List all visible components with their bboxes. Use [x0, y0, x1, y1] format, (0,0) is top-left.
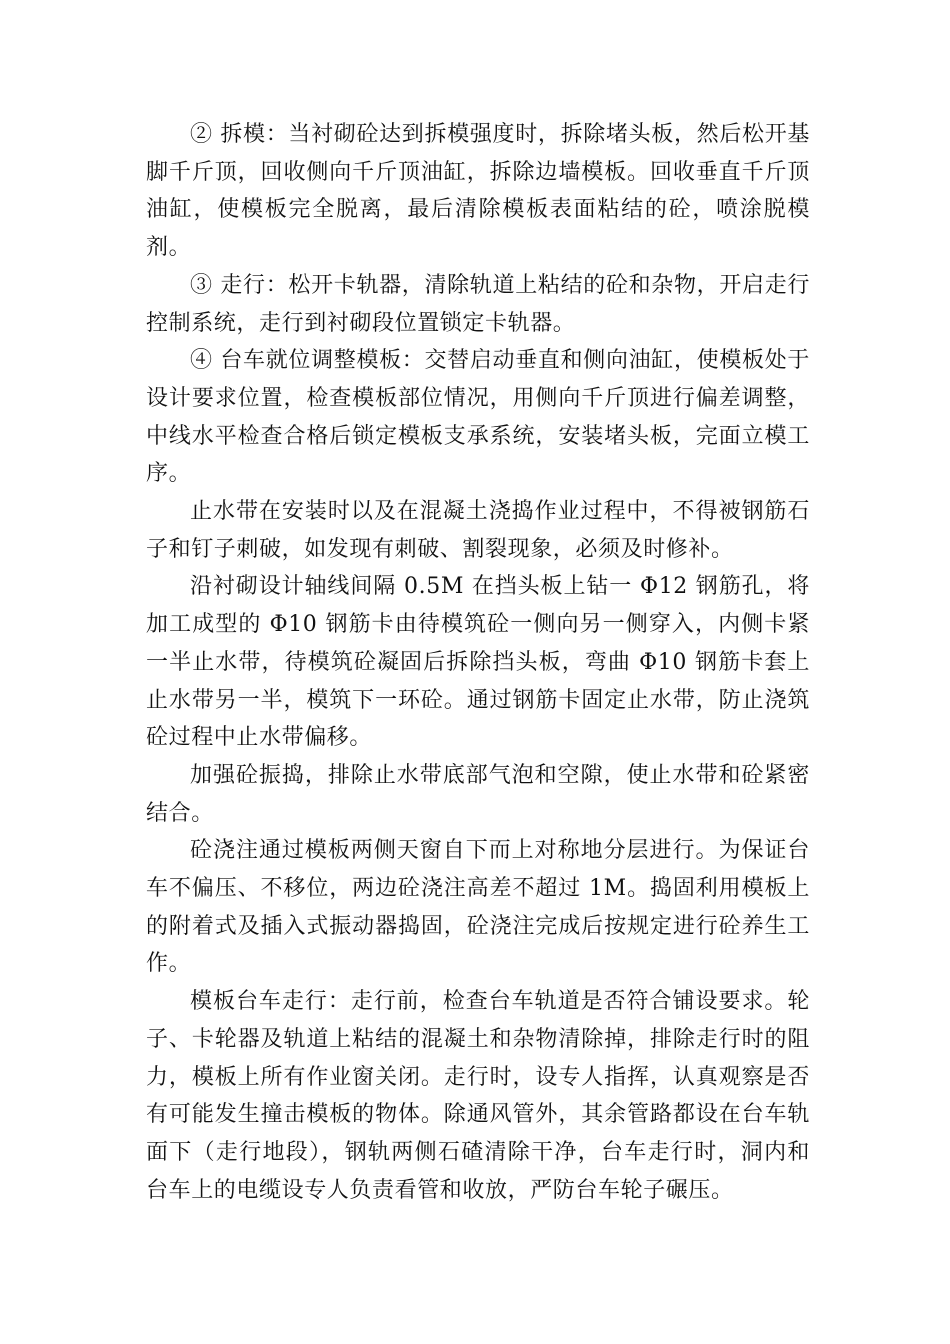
- document-page: [146, 116, 810, 1209]
- paragraph-vibration: 加强砼振捣，排除止水带底部气泡和空隙，使止水带和砼紧密结合。: [146, 762, 810, 826]
- paragraph-trolley-travel: 模板台车走行：走行前，检查台车轨道是否符合铺设要求。轮子、卡轮器及轨道上粘结的混凝土和杂物清除掉，排除走行时的阻力，模板上所有作业窗关闭。走行时，设专人指挥，认真观察是否有可能发生撞击模板的物体。除通风管外，其余管路都设在台车轨面下（走行地段），钢轨两侧石碴清除干净，台车走行时，洞内和台车上的电缆设专人负责看管和收放，严防台车轮子碾压。: [146, 989, 810, 1203]
- paragraph-travel: ③ 走行：松开卡轨器，清除轨道上粘结的砼和杂物，开启走行控制系统，走行到衬砌段位置锁定卡轨器。: [146, 272, 810, 336]
- paragraph-positioning: ④ 台车就位调整模板：交替启动垂直和侧向油缸，使模板处于设计要求位置，检查模板部位情况，用侧向千斤顶进行偏差调整，中线水平检查合格后锁定模板支承系统，安装堵头板，完面立模工序。: [146, 348, 810, 487]
- paragraph-pouring: 砼浇注通过模板两侧天窗自下而上对称地分层进行。为保证台车不偏压、不移位，两边砼浇注高差不超过 1M。捣固利用模板上的附着式及插入式振动器捣固，砼浇注完成后按规定进行砼养生工作。: [146, 838, 810, 977]
- paragraph-waterstop-fixing: 沿衬砌设计轴线间隔 0.5M 在挡头板上钻一 Φ12 钢筋孔，将加工成型的 Φ10 钢筋卡由待模筑砼一侧向另一侧穿入，内侧卡紧一半止水带，待模筑砼凝固后拆除挡头板，弯曲 Φ10 钢筋卡套上止水带另一半，模筑下一环砼。通过钢筋卡固定止水带，防止浇筑砼过程中止水带偏移。: [146, 574, 810, 751]
- paragraph-waterstop-protection: 止水带在安装时以及在混凝土浇捣作业过程中，不得被钢筋石子和钉子刺破，如发现有刺破、割裂现象，必须及时修补。: [146, 499, 810, 562]
- paragraph-demolding: ② 拆模：当衬砌砼达到拆模强度时，拆除堵头板，然后松开基脚千斤顶，回收侧向千斤顶油缸，拆除边墙模板。回收垂直千斤顶油缸，使模板完全脱离，最后清除模板表面粘结的砼，喷涂脱模剂。: [146, 122, 810, 261]
